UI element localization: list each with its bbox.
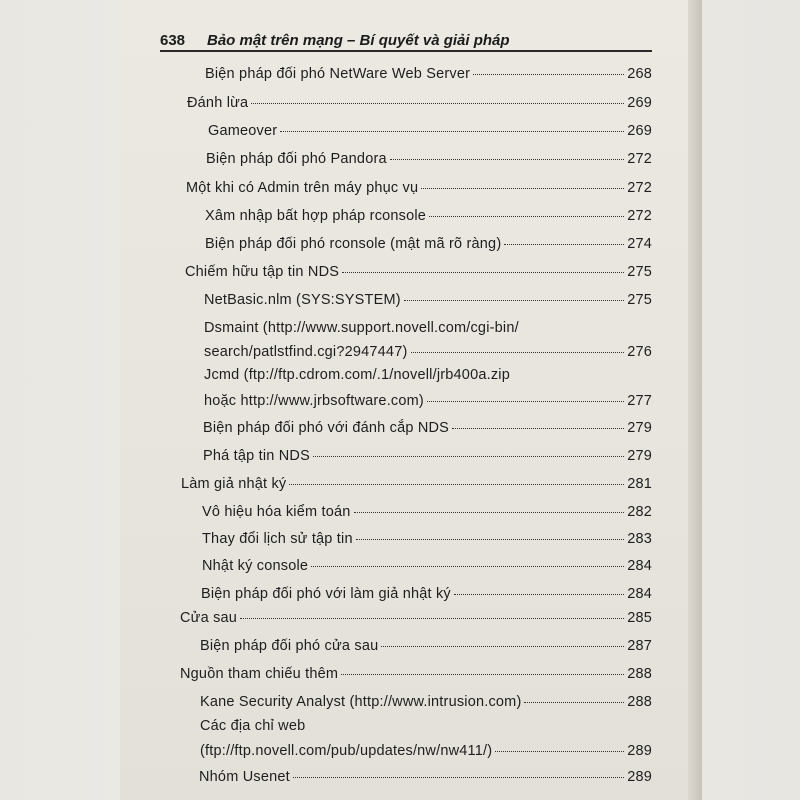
toc-entry xyxy=(204,392,652,410)
dot-leader xyxy=(342,272,624,273)
toc-entry-page: 279 xyxy=(627,448,652,464)
dot-leader xyxy=(289,484,624,485)
toc-entry-page: 268 xyxy=(627,66,652,82)
dot-leader xyxy=(427,401,624,402)
toc-entry xyxy=(180,609,652,627)
toc-entry-page: 283 xyxy=(627,531,652,547)
dot-leader xyxy=(411,352,625,353)
toc-entry-label: Các địa chỉ web xyxy=(200,718,306,734)
toc-entry-page: 269 xyxy=(627,123,652,139)
dot-leader xyxy=(341,674,624,675)
toc-entry-page: 284 xyxy=(627,558,652,574)
toc-entry xyxy=(201,585,652,603)
toc-entry-page: 287 xyxy=(627,638,652,654)
toc-entry-label: Phá tập tin NDS xyxy=(203,448,310,464)
toc-entry xyxy=(206,150,652,168)
toc-entry-label: Gameover xyxy=(208,123,278,139)
toc-entry xyxy=(200,742,652,760)
toc-entry-label: Nhóm Usenet xyxy=(199,769,290,785)
toc-entry xyxy=(203,419,652,437)
book-title: Bảo mật trên mạng – Bí quyết và giải pháp xyxy=(207,32,510,49)
dot-leader xyxy=(404,300,624,301)
toc-entry-label-continued: (ftp://ftp.novell.com/pub/updates/nw/nw411/) xyxy=(200,743,493,759)
toc-entry xyxy=(200,637,652,655)
toc-entry-label: Một khi có Admin trên máy phục vụ xyxy=(186,180,419,196)
toc-entry xyxy=(205,207,652,225)
toc-entry-page: 288 xyxy=(627,666,652,682)
toc-entry-label: Nhật ký console xyxy=(202,558,309,574)
toc-entry-page: 282 xyxy=(627,504,652,520)
toc-entry-page: 272 xyxy=(627,151,652,167)
toc-entry-label: Biện pháp đối phó NetWare Web Server xyxy=(205,66,471,82)
toc-entry xyxy=(180,665,652,683)
toc-entry-page: 279 xyxy=(627,420,652,436)
toc-entry-label: Biện pháp đối phó với đánh cắp NDS xyxy=(203,420,450,436)
toc-entry-label: Chiếm hữu tập tin NDS xyxy=(185,264,340,280)
toc-entry-page: 281 xyxy=(627,476,652,492)
dot-leader xyxy=(280,131,624,132)
dot-leader xyxy=(429,216,624,217)
dot-leader xyxy=(240,618,624,619)
toc-entry-label: Kane Security Analyst (http://www.intrusion.com) xyxy=(200,694,522,710)
dot-leader xyxy=(381,646,624,647)
toc-entry-page: 289 xyxy=(627,743,652,759)
dot-leader xyxy=(356,539,624,540)
toc-entry-label: Biện pháp đối phó Pandora xyxy=(206,151,387,167)
dot-leader xyxy=(251,103,624,104)
toc-entry xyxy=(185,263,652,281)
toc-entry-page: 288 xyxy=(627,694,652,710)
toc-entry xyxy=(186,179,652,197)
dot-leader xyxy=(311,566,624,567)
page-number: 638 xyxy=(160,32,186,49)
toc-entry-label: NetBasic.nlm (SYS:SYSTEM) xyxy=(204,292,401,308)
toc-entry-label: Biện pháp đối phó với làm giả nhật ký xyxy=(201,586,451,602)
dot-leader xyxy=(524,702,624,703)
toc-entry xyxy=(202,557,652,575)
toc-entry-page: 284 xyxy=(627,586,652,602)
toc-entry-label: Cửa sau xyxy=(180,610,238,626)
dot-leader xyxy=(504,244,624,245)
toc-entry-label: Jcmd (ftp://ftp.cdrom.com/.1/novell/jrb400a.zip xyxy=(204,367,510,383)
toc-entry xyxy=(202,530,652,548)
dot-leader xyxy=(390,159,624,160)
dot-leader xyxy=(473,74,624,75)
toc-entry-label-continued: search/patlstfind.cgi?2947447) xyxy=(204,344,408,360)
toc-entry-label: Đánh lừa xyxy=(187,95,249,111)
toc-entry-page: 272 xyxy=(627,208,652,224)
toc-entry xyxy=(204,343,652,361)
toc-entry xyxy=(203,447,652,465)
toc-entry xyxy=(181,475,652,493)
toc-entry-label: Nguồn tham chiếu thêm xyxy=(180,666,339,682)
toc-entry xyxy=(187,94,652,112)
toc-entry-label: Biện pháp đối phó rconsole (mật mã rõ ràng) xyxy=(205,236,502,252)
toc-entry-page: 275 xyxy=(627,292,652,308)
toc-entry xyxy=(205,235,652,253)
toc-entry-page: 285 xyxy=(627,610,652,626)
dot-leader xyxy=(313,456,624,457)
toc-entry-page: 289 xyxy=(627,769,652,785)
toc-entry xyxy=(200,693,652,711)
toc-entry-label: Xâm nhập bất hợp pháp rconsole xyxy=(205,208,427,224)
dot-leader xyxy=(421,188,624,189)
toc-entry-label: Thay đổi lịch sử tập tin xyxy=(202,531,353,547)
toc-entry-page: 276 xyxy=(627,344,652,360)
toc-entry-page: 269 xyxy=(627,95,652,111)
toc-entry xyxy=(208,122,652,140)
toc-entry-label: Dsmaint (http://www.support.novell.com/cgi-bin/ xyxy=(204,320,519,336)
toc-entry xyxy=(205,65,652,83)
toc-entry-label-continued: hoặc http://www.jrbsoftware.com) xyxy=(204,393,424,409)
dot-leader xyxy=(452,428,624,429)
toc-entry xyxy=(199,768,652,786)
toc-entry-label: Biện pháp đối phó cửa sau xyxy=(200,638,379,654)
toc-entry-page: 277 xyxy=(627,393,652,409)
toc-entry xyxy=(204,291,652,309)
toc-entry-label: Làm giả nhật ký xyxy=(181,476,287,492)
dot-leader xyxy=(495,751,624,752)
toc-entry-page: 272 xyxy=(627,180,652,196)
dot-leader xyxy=(354,512,625,513)
dot-leader xyxy=(454,594,624,595)
toc-entry-label: Vô hiệu hóa kiểm toán xyxy=(202,504,351,520)
toc-entry-page: 274 xyxy=(627,236,652,252)
toc-entry-page: 275 xyxy=(627,264,652,280)
dot-leader xyxy=(293,777,624,778)
toc-entry xyxy=(202,503,652,521)
